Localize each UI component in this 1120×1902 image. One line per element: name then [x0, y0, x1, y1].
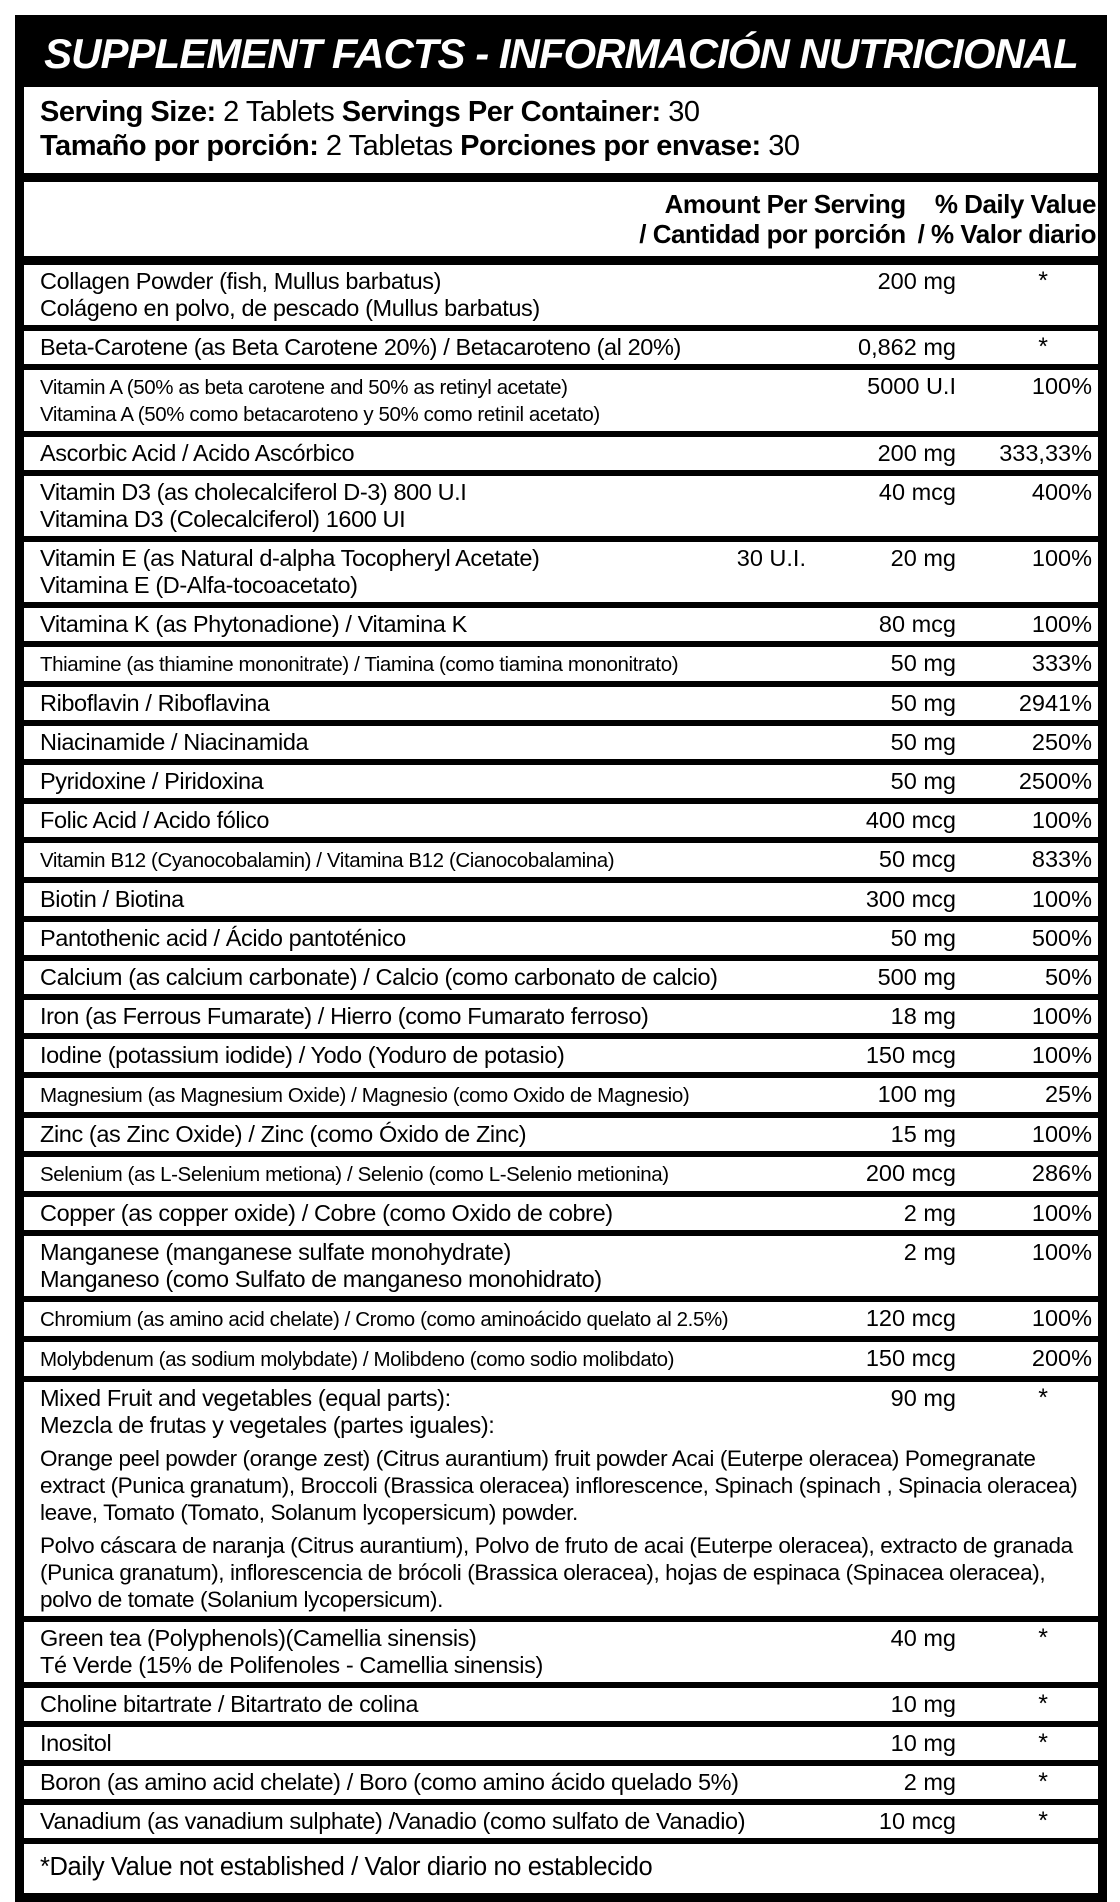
ingredient-line — [24, 373, 1098, 401]
ingredient-name: Boron (as amino acid chelate) / Boro (como amino ácido quelado 5%) — [40, 1769, 739, 1795]
daily-value-column-header — [918, 189, 1096, 249]
daily-value: 2500% — [1018, 768, 1092, 794]
amount-per-serving: 150 mcg — [865, 1042, 956, 1068]
ingredient-line — [24, 1239, 1098, 1266]
ingredient-line — [24, 768, 1098, 795]
dv-header-line2: / % Valor diario — [917, 219, 1096, 249]
ingredient-name-translation: Vitamina A (50% como betacaroteno y 50% como retinil acetato) — [40, 403, 600, 426]
ingredient-name: Iron (as Ferrous Fumarate) / Hierro (como Fumarato ferroso) — [40, 1003, 649, 1029]
amount-per-serving: 80 mcg — [878, 611, 956, 637]
amount-per-serving: 300 mcg — [865, 886, 956, 912]
ingredient-name: Green tea (Polyphenols)(Camellia sinensis) — [40, 1625, 477, 1651]
ingredient-row — [24, 608, 1098, 647]
ingredient-name: Ascorbic Acid / Acido Ascórbico — [40, 440, 355, 466]
daily-value: 333,33% — [999, 440, 1092, 466]
servings-per-container-label-es: Porciones por envase: — [460, 130, 761, 162]
serving-info — [24, 87, 1098, 182]
amount-per-serving: 18 mg — [890, 1003, 956, 1029]
ingredient-row — [24, 961, 1098, 1000]
amount-header-line2: / Cantidad por porción — [639, 219, 906, 249]
serving-size-value-es: 2 Tabletas — [318, 130, 461, 162]
daily-value: * — [1038, 1768, 1048, 1796]
amount-per-serving: 120 mcg — [865, 1305, 956, 1331]
amount-header-line1: Amount Per Serving — [664, 189, 906, 219]
ingredient-line — [24, 295, 1098, 322]
daily-value: 25% — [1044, 1081, 1092, 1107]
ingredient-line — [24, 545, 1098, 572]
ingredient-name: Pyridoxine / Piridoxina — [40, 768, 264, 794]
ingredient-row — [24, 1118, 1098, 1157]
daily-value: 2941% — [1018, 690, 1092, 716]
label-title: SUPPLEMENT FACTS - INFORMACIÓN NUTRICIONAL — [24, 24, 1098, 87]
ingredient-row — [24, 1727, 1098, 1766]
amount-per-serving: 50 mg — [890, 650, 956, 676]
ingredient-line — [24, 1730, 1098, 1757]
ingredient-name: Vanadium (as vanadium sulphate) /Vanadio (como sulfato de Vanadio) — [40, 1808, 746, 1834]
ingredient-name: Riboflavin / Riboflavina — [40, 690, 270, 716]
daily-value: 333% — [1031, 650, 1092, 676]
daily-value: 100% — [1031, 1239, 1092, 1265]
amount-per-serving: 50 mcg — [878, 846, 956, 872]
ingredient-line — [24, 1266, 1098, 1293]
daily-value: 100% — [1031, 1003, 1092, 1029]
amount-per-serving: 50 mg — [890, 925, 956, 951]
amount-per-serving: 0,862 mg — [858, 334, 956, 360]
ingredient-row — [24, 1342, 1098, 1382]
ingredient-name: Iodine (potassium iodide) / Yodo (Yoduro de potasio) — [40, 1042, 565, 1068]
serving-size-value: 2 Tablets — [215, 96, 342, 128]
ingredient-name-translation: Mezcla de frutas y vegetales (partes iguales): — [40, 1412, 495, 1438]
daily-value: 100% — [1031, 1305, 1092, 1331]
ingredient-name-translation: Colágeno en polvo, de pescado (Mullus barbatus) — [40, 295, 540, 321]
ingredient-line — [24, 1200, 1098, 1227]
ingredient-name: Inositol — [40, 1730, 112, 1756]
ingredient-line — [24, 1769, 1098, 1796]
amount-per-serving: 2 mg — [903, 1769, 956, 1795]
ingredient-line — [24, 401, 1098, 428]
ingredient-line — [24, 1625, 1098, 1652]
ingredient-row — [24, 765, 1098, 804]
ingredient-row — [24, 687, 1098, 726]
ingredient-line — [24, 1345, 1098, 1373]
daily-value: 100% — [1031, 373, 1092, 399]
ingredient-line — [24, 964, 1098, 991]
amount-per-serving: 50 mg — [890, 729, 956, 755]
amount-per-serving: 90 mg — [890, 1385, 956, 1411]
ingredient-row — [24, 370, 1098, 437]
serving-size-label: Serving Size: — [40, 96, 216, 128]
amount-per-serving: 10 mg — [890, 1691, 956, 1717]
ingredient-name: Vitamina K (as Phytonadione) / Vitamina K — [40, 611, 467, 637]
ingredient-name: Chromium (as amino acid chelate) / Cromo (como aminoácido quelato al 2.5%) — [40, 1308, 729, 1331]
ingredient-name: Pantothenic acid / Ácido pantoténico — [40, 925, 406, 951]
ingredient-row — [24, 1382, 1098, 1622]
ingredient-name: Choline bitartrate / Bitartrato de colina — [40, 1691, 419, 1717]
amount-per-serving: 150 mcg — [865, 1345, 956, 1371]
ingredient-name-translation: Vitamina E (D-Alfa-tocoacetato) — [40, 572, 358, 598]
daily-value: 50% — [1044, 964, 1092, 990]
amount-per-serving: 50 mg — [890, 690, 956, 716]
daily-value: * — [1038, 1384, 1048, 1412]
column-headers — [24, 182, 1098, 265]
ingredient-name: Magnesium (as Magnesium Oxide) / Magnesio (como Oxido de Magnesio) — [40, 1084, 690, 1107]
daily-value: * — [1038, 1729, 1048, 1757]
dv-header-line1: % Daily Value — [934, 189, 1096, 219]
ingredient-line — [24, 846, 1098, 874]
ingredient-line — [24, 690, 1098, 717]
daily-value: * — [1038, 1624, 1048, 1652]
daily-value: 100% — [1031, 1042, 1092, 1068]
ingredient-line — [24, 1121, 1098, 1148]
ingredient-row — [24, 843, 1098, 883]
ingredient-line — [24, 729, 1098, 756]
ingredient-row — [24, 1302, 1098, 1342]
ingredient-line — [24, 1385, 1098, 1412]
amount-per-serving: 2 mg — [903, 1200, 956, 1226]
daily-value: * — [1038, 1690, 1048, 1718]
ingredient-row — [24, 1039, 1098, 1078]
ingredient-line — [24, 650, 1098, 678]
ingredient-row — [24, 647, 1098, 687]
servings-per-container-value-es: 30 — [760, 130, 800, 162]
ingredient-line — [24, 1160, 1098, 1188]
ingredient-line — [24, 886, 1098, 913]
ingredient-name: Molybdenum (as sodium molybdate) / Molibdeno (como sodio molibdato) — [40, 1348, 675, 1371]
ingredient-line — [24, 1652, 1098, 1679]
daily-value: 286% — [1031, 1160, 1092, 1186]
amount-column-header — [639, 189, 905, 249]
amount-per-serving: 2 mg — [903, 1239, 956, 1265]
ingredient-blend-description: Orange peel powder (orange zest) (Citrus aurantium) fruit powder Acai (Euterpe oleracea) Pomegranate extract (Punica granatum), Broccoli (Brassica oleracea) inflorescence, Spinach (spinach , Spinacia oleracea) leave, Tomato (Tomato, Solanum lycopersicum) powder. — [40, 1446, 1078, 1525]
serving-line-en — [40, 95, 1082, 129]
ingredient-name: Vitamin E (as Natural d-alpha Tocopheryl Acetate) — [40, 545, 540, 571]
ingredient-row — [24, 542, 1098, 608]
ingredient-line — [24, 440, 1098, 467]
ingredient-name: Vitamin D3 (as cholecalciferol D-3) 800 U.I — [40, 479, 467, 505]
amount-per-serving: 10 mcg — [878, 1808, 956, 1834]
ingredient-name: Manganese (manganese sulfate monohydrate) — [40, 1239, 511, 1265]
daily-value: 833% — [1031, 846, 1092, 872]
daily-value: * — [1038, 267, 1048, 295]
ingredient-line — [24, 1305, 1098, 1333]
ingredient-line — [24, 572, 1098, 599]
ingredient-row — [24, 1622, 1098, 1688]
amount-per-serving: 20 mg — [890, 545, 956, 571]
daily-value: 250% — [1031, 729, 1092, 755]
ingredient-row — [24, 1766, 1098, 1805]
ingredient-row — [24, 437, 1098, 476]
amount-per-serving: 5000 U.I — [867, 373, 956, 399]
daily-value: 500% — [1031, 925, 1092, 951]
ingredient-line — [24, 925, 1098, 952]
daily-value: 100% — [1031, 1121, 1092, 1147]
ingredient-line — [24, 334, 1098, 361]
daily-value-footnote: *Daily Value not established / Valor diario no establecido — [40, 1853, 653, 1881]
ingredient-name: Mixed Fruit and vegetables (equal parts): — [40, 1385, 451, 1411]
ingredient-row — [24, 1157, 1098, 1197]
ingredient-row — [24, 265, 1098, 331]
ingredient-name: Copper (as copper oxide) / Cobre (como Oxido de cobre) — [40, 1200, 613, 1226]
ingredient-line — [24, 1042, 1098, 1069]
ingredient-line — [24, 1081, 1098, 1109]
ingredient-name: Niacinamide / Niacinamida — [40, 729, 309, 755]
ingredient-blend-description: Polvo cáscara de naranja (Citrus aurantium), Polvo de fruto de acai (Euterpe oleracea), extracto de granada (Punica granatum), inflorescencia de brócoli (Brassica oleracea), hojas de espinaca (Spinacea oleracea), polvo de tomate (Solanium lycopersicum). — [40, 1533, 1073, 1612]
amount-per-serving: 50 mg — [890, 768, 956, 794]
amount-per-serving: 200 mg — [877, 268, 956, 294]
ingredient-line — [24, 807, 1098, 834]
ingredient-name-translation: Té Verde (15% de Polifenoles - Camellia sinensis) — [40, 1652, 543, 1678]
amount-per-serving: 400 mcg — [865, 807, 956, 833]
daily-value: * — [1038, 1807, 1048, 1835]
ingredient-row — [24, 1078, 1098, 1118]
ingredient-name: Biotin / Biotina — [40, 886, 184, 912]
ingredient-name-translation: Vitamina D3 (Colecalciferol) 1600 UI — [40, 506, 406, 532]
ingredient-line — [24, 268, 1098, 295]
amount-per-serving: 500 mg — [877, 964, 956, 990]
ingredient-name: Calcium (as calcium carbonate) / Calcio (como carbonato de calcio) — [40, 964, 718, 990]
amount-per-serving: 100 mg — [877, 1081, 956, 1107]
daily-value: * — [1038, 333, 1048, 361]
ingredient-name: Selenium (as L-Selenium metiona) / Selenio (como L-Selenio metionina) — [40, 1163, 669, 1186]
daily-value: 100% — [1031, 545, 1092, 571]
amount-per-serving: 200 mcg — [865, 1160, 956, 1186]
rows — [24, 265, 1098, 1844]
daily-value: 400% — [1031, 479, 1092, 505]
ingredient-name: Collagen Powder (fish, Mullus barbatus) — [40, 268, 442, 294]
ingredient-name: Vitamin B12 (Cyanocobalamin) / Vitamina B12 (Cianocobalamina) — [40, 849, 615, 872]
ingredient-row — [24, 1805, 1098, 1844]
ingredient-iu-value: 30 U.I. — [736, 545, 806, 571]
ingredient-row — [24, 1236, 1098, 1302]
ingredient-line — [24, 1003, 1098, 1030]
amount-per-serving: 10 mg — [890, 1730, 956, 1756]
ingredient-row — [24, 1688, 1098, 1727]
daily-value: 200% — [1031, 1345, 1092, 1371]
ingredient-row — [24, 922, 1098, 961]
ingredient-row — [24, 883, 1098, 922]
ingredient-line — [24, 611, 1098, 638]
ingredient-line — [24, 1808, 1098, 1835]
ingredient-name-translation: Manganeso (como Sulfato de manganeso monohidrato) — [40, 1266, 602, 1292]
amount-per-serving: 15 mg — [890, 1121, 956, 1147]
ingredient-line — [24, 506, 1098, 533]
ingredient-name: Folic Acid / Acido fólico — [40, 807, 270, 833]
ingredient-line — [24, 1412, 1098, 1439]
daily-value: 100% — [1031, 611, 1092, 637]
ingredient-row — [24, 804, 1098, 843]
servings-per-container-value: 30 — [660, 96, 700, 128]
amount-per-serving: 200 mg — [877, 440, 956, 466]
serving-size-label-es: Tamaño por porción: — [40, 130, 319, 162]
ingredient-row — [24, 726, 1098, 765]
amount-per-serving: 40 mcg — [878, 479, 956, 505]
ingredient-line — [24, 479, 1098, 506]
daily-value: 100% — [1031, 886, 1092, 912]
ingredient-line — [24, 1691, 1098, 1718]
ingredient-row — [24, 1000, 1098, 1039]
serving-line-es — [40, 129, 1082, 163]
ingredient-row — [24, 476, 1098, 542]
servings-per-container-label: Servings Per Container: — [341, 96, 661, 128]
supplement-facts-label — [15, 15, 1107, 1902]
ingredient-name: Beta-Carotene (as Beta Carotene 20%) / Betacaroteno (al 20%) — [40, 334, 681, 360]
daily-value: 100% — [1031, 807, 1092, 833]
ingredient-name: Zinc (as Zinc Oxide) / Zinc (como Óxido de Zinc) — [40, 1121, 527, 1147]
ingredient-name: Thiamine (as thiamine mononitrate) / Tiamina (como tiamina mononitrato) — [40, 653, 679, 676]
ingredient-row — [24, 331, 1098, 370]
daily-value: 100% — [1031, 1200, 1092, 1226]
ingredient-row — [24, 1197, 1098, 1236]
ingredient-name: Vitamin A (50% as beta carotene and 50% as retinyl acetate) — [40, 376, 568, 399]
amount-per-serving: 40 mg — [890, 1625, 956, 1651]
